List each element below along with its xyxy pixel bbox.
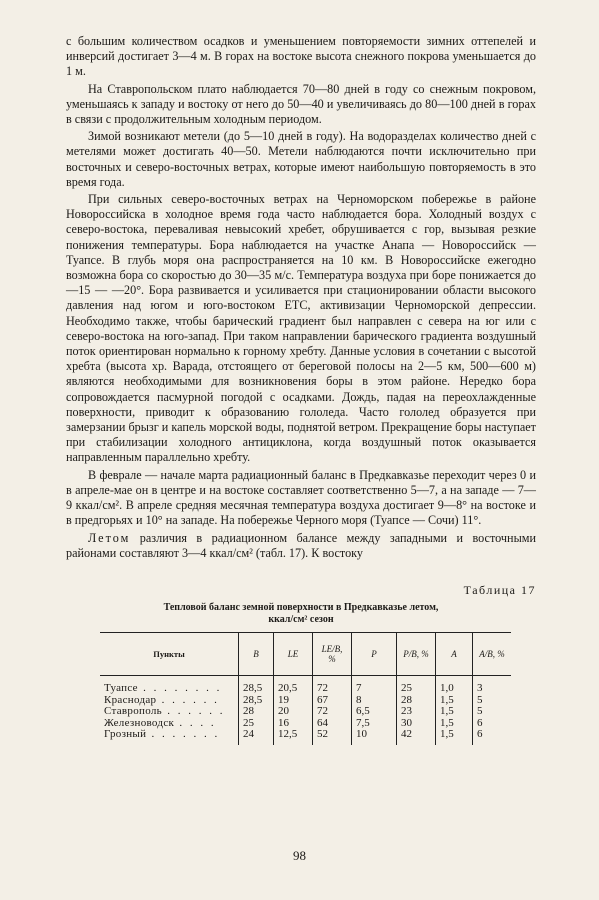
cell-le-b: 72 xyxy=(313,675,352,694)
cell-a-b: 6 xyxy=(473,729,512,745)
cell-le: 19 xyxy=(274,695,313,707)
station-label: Ставрополь xyxy=(104,705,162,718)
cell-le: 20,5 xyxy=(274,675,313,694)
cell-p: 10 xyxy=(352,729,397,745)
cell-le-b: 72 xyxy=(313,706,352,718)
cell-a: 1,5 xyxy=(436,729,473,745)
header-p-b: P/B, % xyxy=(397,632,436,675)
cell-le-b: 52 xyxy=(313,729,352,745)
header-stations: Пункты xyxy=(100,632,239,675)
cell-p-b: 42 xyxy=(397,729,436,745)
table-row xyxy=(100,675,511,694)
cell-le: 12,5 xyxy=(274,729,313,745)
header-le: LE xyxy=(274,632,313,675)
header-a-b: A/B, % xyxy=(473,632,512,675)
paragraph-6 xyxy=(66,531,536,561)
header-a: A xyxy=(436,632,473,675)
table-caption xyxy=(66,602,536,626)
spaced-lead-word: Летом xyxy=(88,530,131,545)
paragraph-1: с большим количеством осадков и уменьшением повторяемости зимних оттепелей и инверсий достигает 3—4 м. В горах на востоке высота снежного покрова уменьшается до 1 м. xyxy=(66,34,536,79)
leader-dots: . . . . . . . xyxy=(146,728,220,741)
paragraph-5: В феврале — начале марта радиационный баланс в Предкавказье переходит через 0 и в апреле-мае он в центре и на востоке составляет соответственно 5—7, а на западе — 7—9 ккал/см². В апреле средняя месячная температура воздуха достигает 9—8° на востоке и в предгорьях и 10° на западе. На побережье Черного моря (Туапсе — Сочи) 11°. xyxy=(66,467,536,528)
paragraph-6-rest: различия в радиационном балансе между западными и восточными районами составляют 3—4 ккал/см² (табл. 17). К востоку xyxy=(66,530,536,560)
cell-b: 24 xyxy=(239,729,274,745)
station-label: Железноводск xyxy=(104,716,175,729)
cell-a: 1,5 xyxy=(436,695,473,707)
cell-b: 25 xyxy=(239,718,274,730)
cell-le-b: 67 xyxy=(313,695,352,707)
cell-p-b: 28 xyxy=(397,695,436,707)
table-row xyxy=(100,729,511,745)
cell-a-b: 5 xyxy=(473,706,512,718)
cell-a-b: 6 xyxy=(473,718,512,730)
leader-dots: . . . . . . xyxy=(156,693,220,706)
cell-p-b: 25 xyxy=(397,675,436,694)
table-caption-line-1: Тепловой баланс земной поверхности в Предкавказье летом, xyxy=(163,601,439,613)
cell-a: 1,5 xyxy=(436,706,473,718)
table-label: Таблица 17 xyxy=(463,582,536,597)
leader-dots: . . . . xyxy=(174,716,217,729)
station-label: Туапсе xyxy=(104,681,138,694)
header-le-b: LE/B, % xyxy=(313,632,352,675)
page-content xyxy=(66,34,536,745)
paragraph-4: При сильных северо-восточных ветрах на Черноморском побережье в районе Новороссийска в холодное время года часто наблюдается бора. Холодный воздух с северо-востока, переваливая невысокий хребет, обрушивается с гор, вызывая резкие понижения температуры. Бора наблюдается на участке Анапа — Новороссийск — Туапсе. В глубь моря она распространяется на 10 км. В Новороссийске ежегодно возможна бора со скоростью до 30—35 м/с. Температура воздуха при боре понижается до —15 — —20°. Бора развивается и усиливается при стационировании области высокого давления над югом и юго-востоком ЕТС, активизации Черноморской депрессии. Необходимо также, чтобы барический градиент был направлен с севера на юг или с северо-востока на юго-запад. При таком направлении барического градиента воздушный поток ориентирован нормально к горному хребту. Данные условия в сочетании с высотой хребта (высота хр. Варада, отстоящего от береговой полосы на 2—5 км, 500—600 м) являются необходимыми для возникновения боры в этом районе. Нередко бора сопровождается пасмурной погодой с осадками. Дождь, падая на переохлажденные поверхности, приводит к образованию гололеда. Часто гололед образуется при замерзании брызг и капель морской воды, поднятой ветром. Прекращение боры наступает при стабилизации холодного антициклона, когда воздушный поток оказывается направленным параллельно хребту. xyxy=(66,192,536,465)
cell-p-b: 23 xyxy=(397,706,436,718)
table-header-row xyxy=(100,632,511,675)
cell-p-b: 30 xyxy=(397,718,436,730)
cell-a: 1,0 xyxy=(436,675,473,694)
station-label: Грозный xyxy=(104,728,147,741)
leader-dots: . . . . . . xyxy=(161,705,225,718)
table-caption-line-2: ккал/см² сезон xyxy=(268,613,334,625)
header-p: P xyxy=(352,632,397,675)
header-b: B xyxy=(239,632,274,675)
station-name xyxy=(100,729,239,745)
station-label: Краснодар xyxy=(104,693,157,706)
cell-a-b: 3 xyxy=(473,675,512,694)
cell-p: 6,5 xyxy=(352,706,397,718)
cell-b: 28,5 xyxy=(239,695,274,707)
cell-p: 8 xyxy=(352,695,397,707)
cell-p: 7,5 xyxy=(352,718,397,730)
paragraph-3: Зимой возникают метели (до 5—10 дней в году). На водоразделах количество дней с метелями может достигать 40—50. Метели наблюдаются почти исключительно при восточных и северо-восточных ветрах, которые имеют наибольшую повторяемость в это время года. xyxy=(66,129,536,189)
cell-le: 20 xyxy=(274,706,313,718)
page-number: 98 xyxy=(293,848,306,863)
paragraph-2: На Ставропольском плато наблюдается 70—80 дней в году со снежным покровом, уменьшаясь к западу и востоку от него до 50—40 и увеличиваясь до 80—100 дней в горах в связи с продолжительным холодным периодом. xyxy=(66,81,536,127)
cell-p: 7 xyxy=(352,675,397,694)
heat-balance-table xyxy=(100,632,511,745)
cell-b: 28 xyxy=(239,706,274,718)
leader-dots: . . . . . . . . xyxy=(137,681,222,694)
cell-a: 1,5 xyxy=(436,718,473,730)
station-name xyxy=(100,675,239,694)
cell-le: 16 xyxy=(274,718,313,730)
cell-a-b: 5 xyxy=(473,695,512,707)
cell-le-b: 64 xyxy=(313,718,352,730)
cell-b: 28,5 xyxy=(239,675,274,694)
